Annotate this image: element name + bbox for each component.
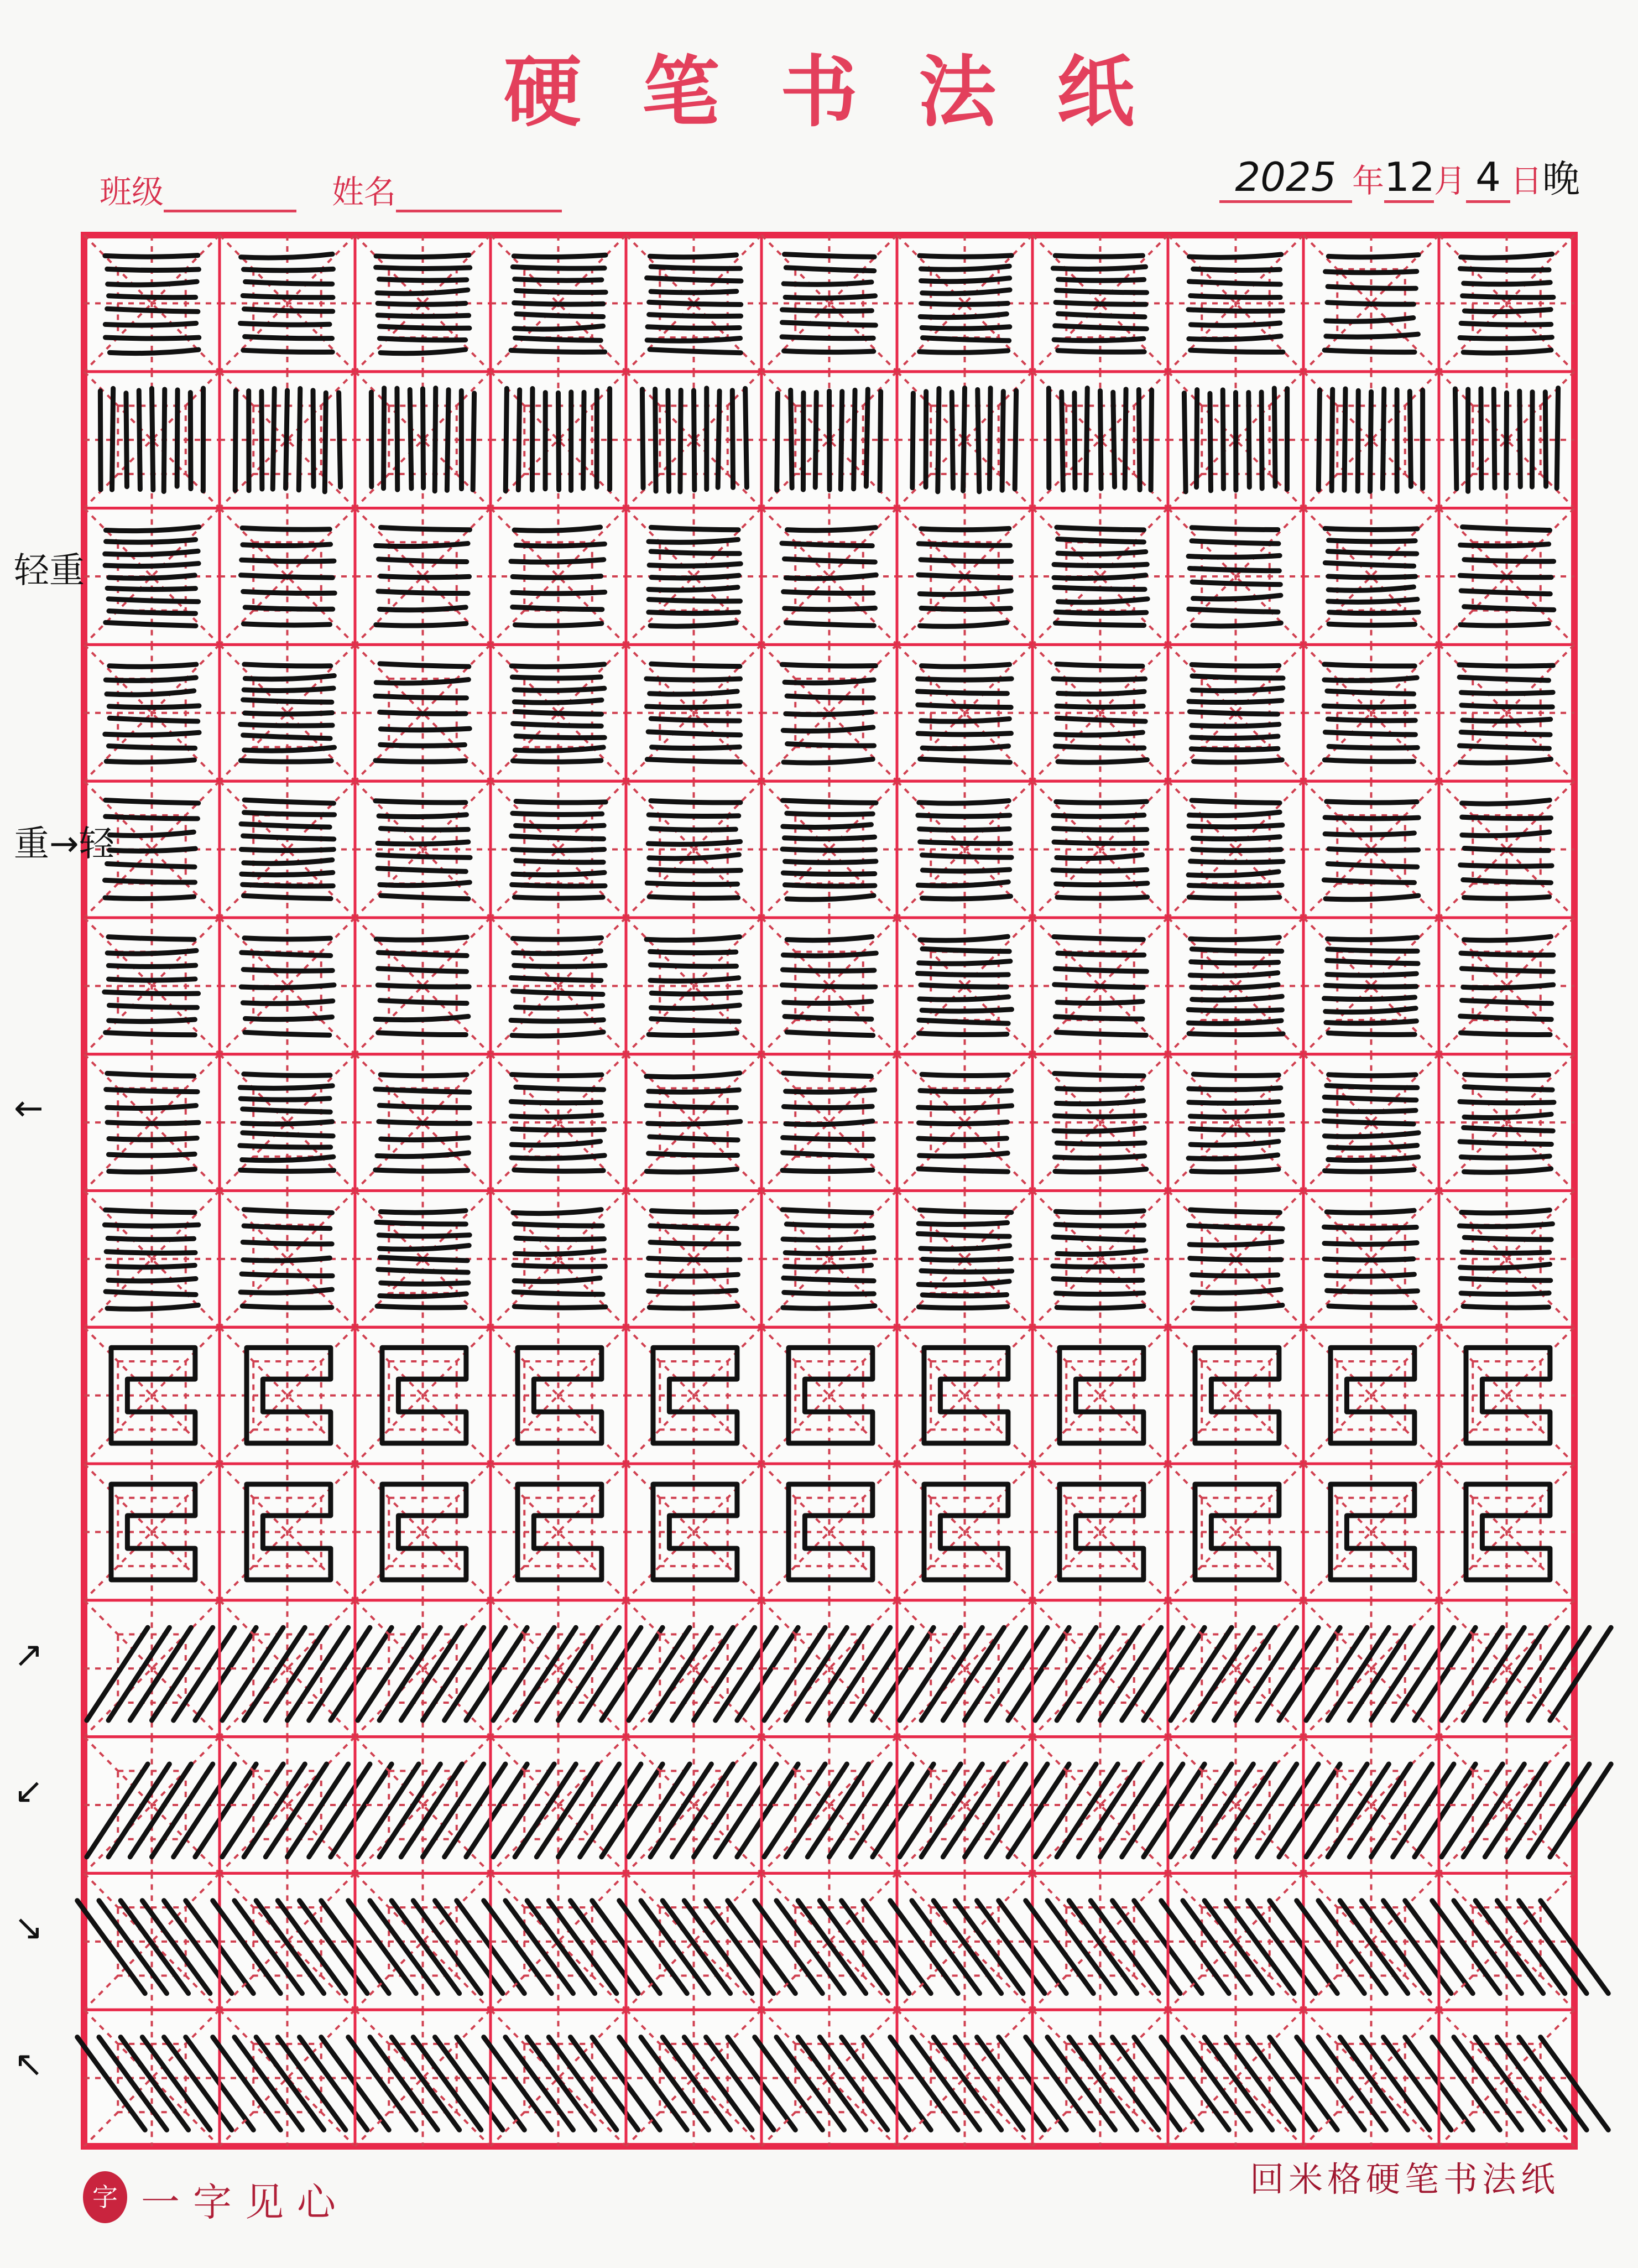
brand-name: 一字见心 bbox=[141, 2179, 349, 2225]
ink-strokes bbox=[511, 801, 606, 898]
ink-strokes bbox=[241, 800, 335, 898]
day-label: 日 bbox=[1510, 162, 1543, 200]
ink-strokes bbox=[235, 388, 340, 492]
margin-note: 重→轻 bbox=[14, 823, 114, 865]
margin-note: ↖ bbox=[14, 2043, 44, 2085]
ink-strokes bbox=[649, 527, 740, 626]
ink-strokes bbox=[783, 800, 876, 899]
ink-strokes bbox=[777, 389, 881, 491]
margin-note: ↙ bbox=[14, 1771, 44, 1812]
ink-strokes bbox=[376, 255, 470, 353]
ink-strokes bbox=[105, 527, 199, 626]
brand-seal: 字 bbox=[83, 2171, 127, 2223]
margin-note: ← bbox=[14, 1088, 44, 1130]
year-value: 2025 bbox=[1235, 154, 1337, 200]
class-label: 班级 bbox=[100, 173, 164, 211]
month-label: 月 bbox=[1434, 162, 1467, 200]
margin-note: ↘ bbox=[14, 1907, 44, 1949]
month-value: 12 bbox=[1384, 154, 1435, 200]
year-label: 年 bbox=[1352, 162, 1385, 200]
paper-type-label: 回米格硬笔书法纸 bbox=[1250, 2159, 1560, 2199]
time-note: 晚 bbox=[1542, 158, 1580, 201]
margin-note: 轻重 bbox=[14, 550, 85, 592]
margin-note: ↗ bbox=[14, 1634, 44, 1676]
page-title: 硬笔书法纸 bbox=[503, 47, 1195, 138]
name-label: 姓名 bbox=[332, 173, 397, 211]
day-value: 4 bbox=[1475, 154, 1501, 200]
